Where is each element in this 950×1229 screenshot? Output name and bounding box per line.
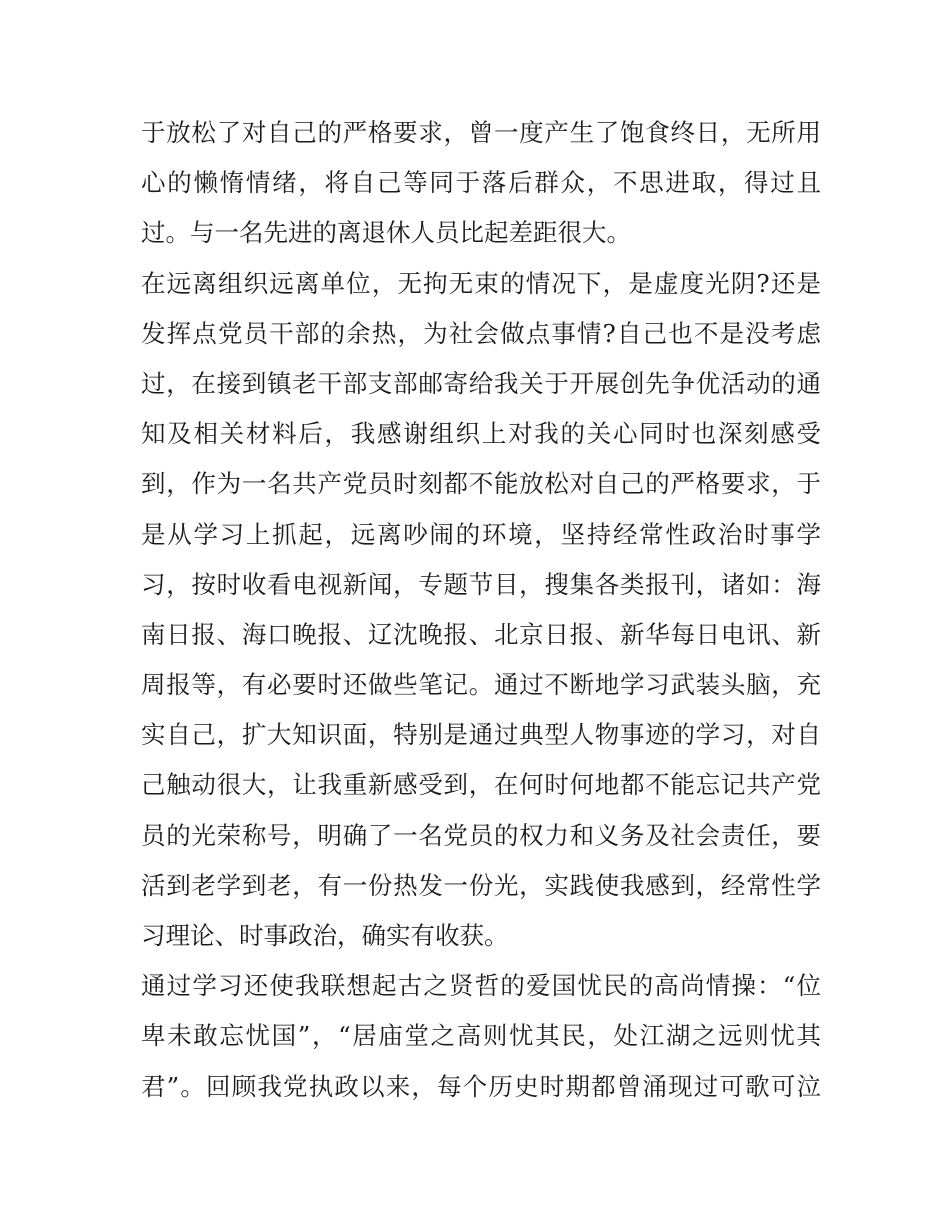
text-line: 是从学习上抓起，远离吵闹的环境，坚持经常性政治时事学 bbox=[141, 519, 821, 549]
text-line: 于放松了对自己的严格要求，曾一度产生了饱食终日，无所用 bbox=[141, 118, 821, 147]
text-line: 活到老学到老，有一份热发一份光，实践使我感到，经常性学 bbox=[141, 870, 821, 900]
body-text bbox=[141, 108, 821, 1112]
text-line: 习理论、时事政治，确实有收获。 bbox=[141, 921, 509, 950]
text-line: 发挥点党员干部的余热，为社会做点事情?自己也不是没考虑 bbox=[141, 318, 821, 348]
text-line: 员的光荣称号，明确了一名党员的权力和义务及社会责任，要 bbox=[141, 820, 821, 850]
text-line: 周报等，有必要时还做些笔记。通过不断地学习武装头脑，充 bbox=[141, 670, 821, 700]
text-line: 过，在接到镇老干部支部邮寄给我关于开展创先争优活动的通 bbox=[141, 368, 821, 398]
text-line: 到，作为一名共产党员时刻都不能放松对自己的严格要求，于 bbox=[141, 469, 821, 499]
text-line: 南日报、海口晚报、辽沈晚报、北京日报、新华每日电讯、新 bbox=[141, 619, 821, 649]
text-line: 心的懒惰情绪，将自己等同于落后群众，不思进取，得过且 bbox=[141, 168, 821, 198]
text-line: 实自己，扩大知识面，特别是通过典型人物事迹的学习，对自 bbox=[141, 720, 821, 750]
text-line: 卑未敢忘忧国”，“居庙堂之高则忧其民，处江湖之远则忧其 bbox=[141, 1021, 821, 1051]
text-line: 通过学习还使我联想起古之贤哲的爱国忧民的高尚情操：“位 bbox=[141, 971, 821, 1001]
text-line: 习，按时收看电视新闻，专题节目，搜集各类报刊，诸如：海 bbox=[141, 569, 821, 599]
text-line: 知及相关材料后，我感谢组织上对我的关心同时也深刻感受 bbox=[141, 419, 821, 449]
text-line: 君”。回顾我党执政以来，每个历史时期都曾涌现过可歌可泣 bbox=[141, 1071, 821, 1101]
text-line: 在远离组织远离单位，无拘无束的情况下，是虚度光阴?还是 bbox=[141, 268, 821, 298]
text-line: 己触动很大，让我重新感受到，在何时何地都不能忘记共产党 bbox=[141, 770, 821, 800]
text-line: 过。与一名先进的离退休人员比起差距很大。 bbox=[141, 218, 631, 248]
